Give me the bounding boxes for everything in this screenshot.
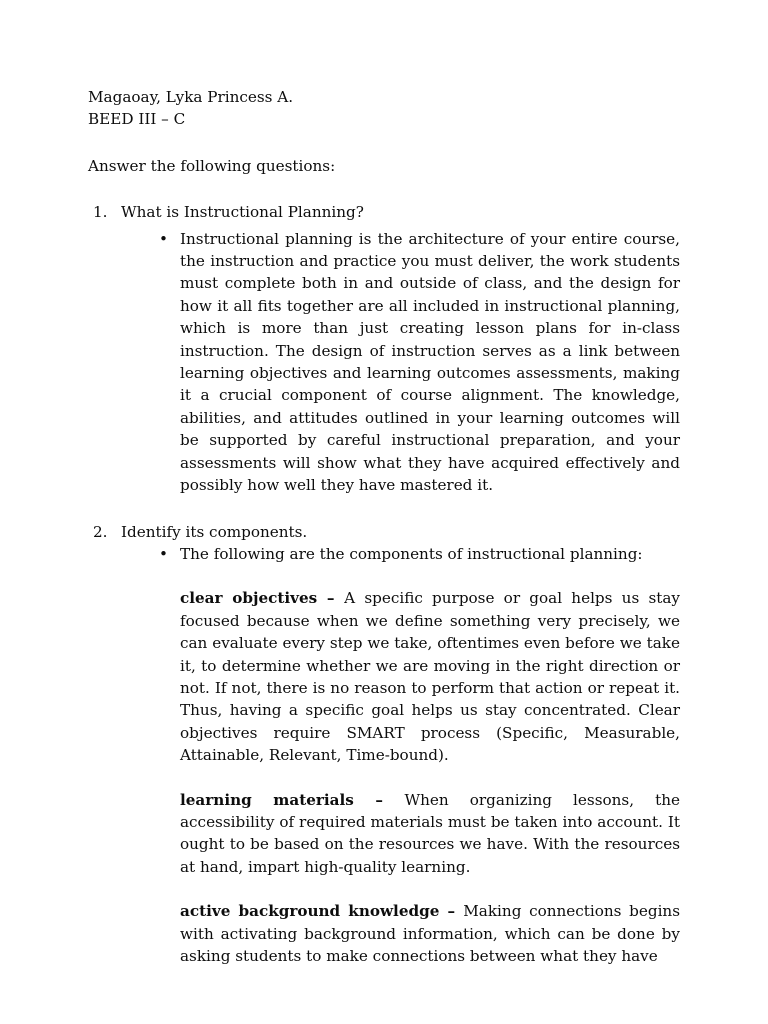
question-heading bbox=[88, 521, 680, 543]
list-item bbox=[88, 228, 680, 497]
student-header bbox=[88, 86, 680, 131]
question-prompt: What is Instructional Planning? bbox=[121, 203, 364, 222]
component-text: Making connections begins with activating background information, which can be done by asking students to make connections between what they have bbox=[180, 902, 680, 965]
question-prompt: Identify its components. bbox=[121, 522, 308, 541]
instruction-line: Answer the following questions: bbox=[88, 156, 336, 175]
component-paragraph bbox=[88, 900, 680, 967]
question-item bbox=[88, 201, 680, 496]
component-paragraph bbox=[88, 789, 680, 879]
bullet-icon: • bbox=[159, 229, 168, 248]
questions-list bbox=[88, 201, 680, 565]
component-text: A specific purpose or goal helps us stay focused because when we define something very precisely, we can evaluate every step we take, oftentimes even before we take it, to determine whether we are moving in the right direction or not. If not, there is no reason to perform that action or repeat it. Thus, having a specific goal helps us stay concentrated. Clear objectives require SMART process (Specific, Measurable, Attainable, Relevant, Time-bound). bbox=[180, 589, 680, 765]
component-paragraph bbox=[88, 587, 680, 766]
student-name-line: Magaoay, Lyka Princess A. bbox=[88, 88, 294, 106]
component-dash: – bbox=[317, 589, 345, 608]
component-term: active background knowledge bbox=[180, 902, 440, 921]
component-dash: – bbox=[439, 902, 464, 921]
component-text: When organizing lessons, the accessibility of required materials must be taken into account. It ought to be based on the resources we have. With the resources at hand, impart high-quality learning. bbox=[180, 790, 680, 876]
answer-bullet-list bbox=[88, 543, 680, 565]
document-body bbox=[88, 86, 680, 967]
question-number: 2. bbox=[93, 522, 108, 541]
bullet-text: Instructional planning is the architecture of your entire course, the instruction and practice you must deliver, the work students must complete both in and outside of class, and the design for how it all fits together are all included in instructional planning, which is more than just creating lesson plans for in-class instruction. The design of instruction serves as a link between learning objectives and learning outcomes assessments, making it a crucial component of course alignment. The knowledge, abilities, and attitudes outlined in your learning outcomes will be supported by careful instructional preparation, and your assessments will show what they have acquired effectively and possibly how well they have mastered it. bbox=[180, 229, 680, 495]
question-item bbox=[88, 521, 680, 566]
bullet-icon: • bbox=[159, 544, 168, 563]
answer-bullet-list bbox=[88, 228, 680, 497]
question-heading bbox=[88, 201, 680, 223]
component-dash: – bbox=[353, 790, 405, 809]
component-term: learning materials bbox=[180, 790, 354, 809]
question-number: 1. bbox=[93, 203, 108, 222]
student-section-line: BEED III – C bbox=[88, 110, 186, 129]
list-item bbox=[88, 543, 680, 565]
bullet-text: The following are the components of instructional planning: bbox=[180, 544, 643, 563]
component-term: clear objectives bbox=[180, 589, 318, 608]
